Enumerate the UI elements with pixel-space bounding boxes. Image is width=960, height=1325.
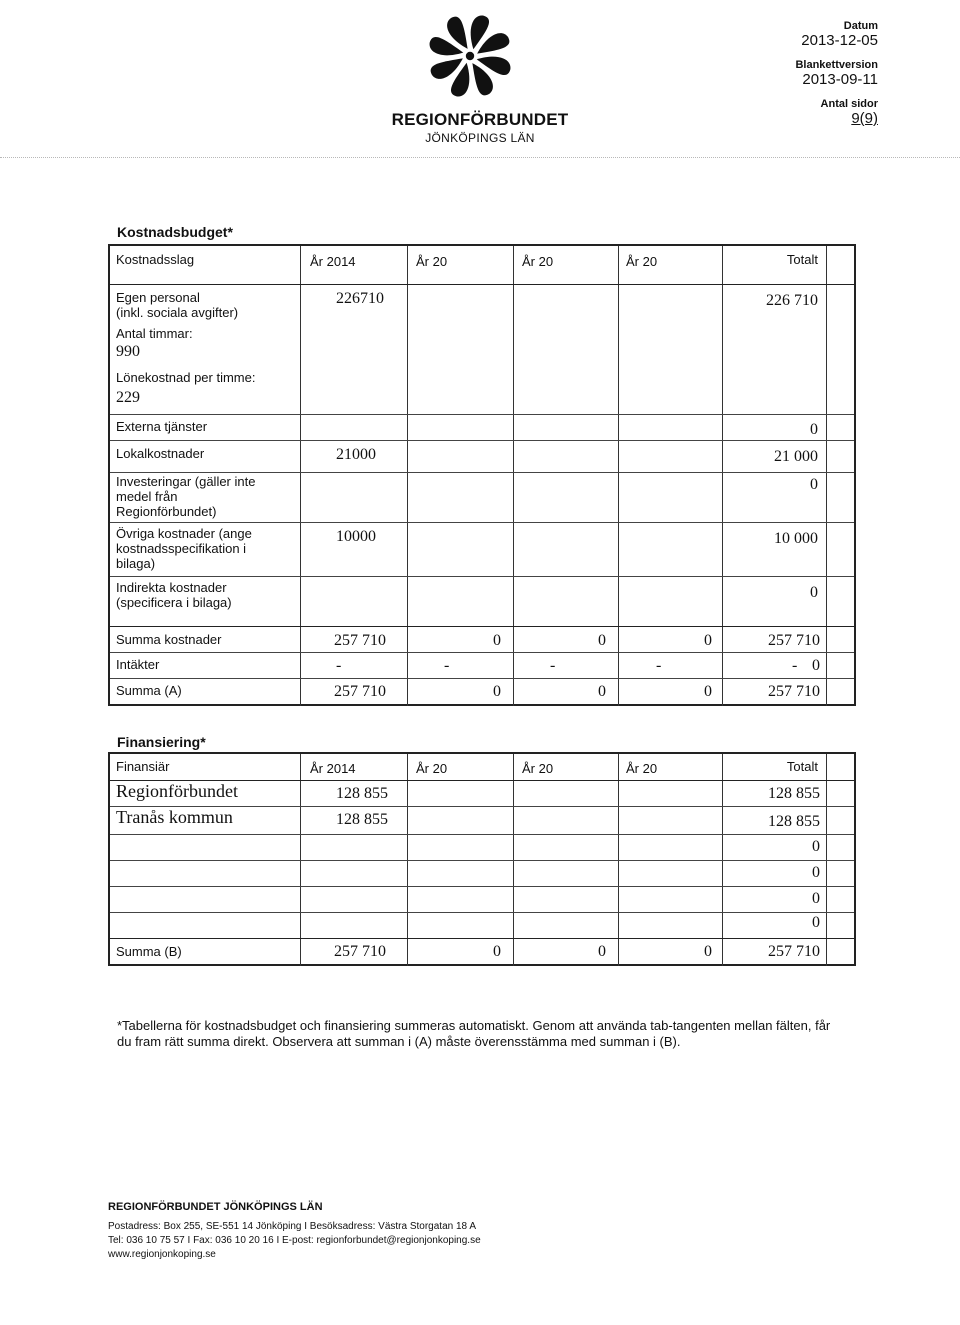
- row-divider: [110, 834, 854, 835]
- invest-total: 0: [810, 476, 818, 493]
- org-subtitle: JÖNKÖPINGS LÄN: [425, 131, 535, 145]
- summa-b-ar20c: 0: [704, 943, 712, 960]
- kostnadsbudget-table: [108, 244, 856, 706]
- kostnadsbudget-title: Kostnadsbudget*: [117, 224, 233, 240]
- label-antal-timmar: Antal timmar:: [116, 326, 193, 341]
- pages-label: Antal sidor: [820, 98, 878, 110]
- col-header-ar-2014: År 2014: [310, 254, 356, 269]
- summa-kostnader-total: 257 710: [768, 632, 820, 649]
- egen-personal-total: 226 710: [766, 292, 818, 309]
- finansiar-name[interactable]: Tranås kommun: [116, 807, 233, 827]
- organization-block: [380, 110, 580, 145]
- row-divider: [110, 652, 854, 653]
- finansiar-name[interactable]: Regionförbundet: [116, 781, 238, 801]
- finansiar-2014[interactable]: 128 855: [336, 811, 388, 828]
- summa-a-total: 257 710: [768, 683, 820, 700]
- version-label: Blankettversion: [795, 59, 878, 71]
- col-divider: [300, 246, 301, 706]
- label-summa-a: Summa (A): [116, 683, 182, 698]
- datum-value: 2013-12-05: [801, 32, 878, 49]
- finansiering-title: Finansiering*: [117, 734, 206, 750]
- org-name: REGIONFÖRBUNDET: [391, 110, 569, 129]
- summa-a-2014: 257 710: [334, 683, 386, 700]
- col-divider: [722, 246, 723, 706]
- row-divider: [110, 472, 854, 473]
- col-header-ar-20: År 20: [626, 254, 658, 269]
- footer-contact: Tel: 036 10 75 57 I Fax: 036 10 20 16 I E-post: regionforbundet@regionjonkoping.se: [108, 1235, 481, 1246]
- finansiar-total: 0: [812, 864, 820, 881]
- col-header-ar-20: År 20: [522, 761, 554, 776]
- finansiar-total: 128 855: [768, 813, 820, 830]
- ovriga-total: 10 000: [774, 530, 818, 547]
- summa-kostnader-ar20c: 0: [704, 632, 712, 649]
- row-divider: [110, 576, 854, 577]
- label-summa-kostnader: Summa kostnader: [116, 632, 222, 647]
- page-footer: [108, 1200, 481, 1262]
- col-header-ar-2014: År 2014: [310, 761, 356, 776]
- label-ovriga-kostnader: Övriga kostnader (ange kostnadsspecifikation i bilaga): [116, 526, 252, 571]
- intakter-ar20b[interactable]: -: [550, 657, 556, 674]
- row-divider: [110, 522, 854, 523]
- row-divider: [110, 678, 854, 679]
- externa-total: 0: [810, 421, 818, 438]
- footer-website: www.regionjonkoping.se: [108, 1249, 216, 1260]
- col-divider: [513, 246, 514, 706]
- summa-a-ar20b: 0: [598, 683, 606, 700]
- summa-kostnader-ar20a: 0: [493, 632, 501, 649]
- row-divider: [110, 626, 854, 627]
- label-summa-b: Summa (B): [116, 944, 182, 959]
- row-divider: [110, 860, 854, 861]
- summa-a-ar20a: 0: [493, 683, 501, 700]
- col-header-ar-20: År 20: [416, 254, 448, 269]
- col-header-ar-20: År 20: [626, 761, 658, 776]
- summa-b-total: 257 710: [768, 943, 820, 960]
- value-antal-timmar[interactable]: 990: [116, 343, 140, 360]
- row-divider: [110, 912, 854, 913]
- summa-b-2014: 257 710: [334, 943, 386, 960]
- pages-value: 9(9): [851, 110, 878, 127]
- label-lokalkostnader: Lokalkostnader: [116, 446, 205, 461]
- egen-personal-2014[interactable]: 226710: [336, 290, 384, 307]
- col-divider: [407, 246, 408, 706]
- summa-a-ar20c: 0: [704, 683, 712, 700]
- col-divider: [826, 246, 827, 706]
- summa-kostnader-2014: 257 710: [334, 632, 386, 649]
- ovriga-2014[interactable]: 10000: [336, 528, 376, 545]
- finansiar-total: 128 855: [768, 785, 820, 802]
- lokal-total: 21 000: [774, 448, 818, 465]
- indirekta-total: 0: [810, 584, 818, 601]
- col-header-ar-20: År 20: [522, 254, 554, 269]
- summa-b-ar20a: 0: [493, 943, 501, 960]
- label-indirekta-kostnader: Indirekta kostnader (specificera i bilaga): [116, 580, 232, 610]
- finansiar-total: 0: [812, 914, 820, 931]
- finansiering-table: [108, 752, 856, 966]
- footer-address: Postadress: Box 255, SE-551 14 Jönköping I Besöksadress: Västra Storgatan 18 A: [108, 1221, 476, 1232]
- row-divider: [110, 886, 854, 887]
- summa-b-ar20b: 0: [598, 943, 606, 960]
- lokal-2014[interactable]: 21000: [336, 446, 376, 463]
- finansiar-total: 0: [812, 838, 820, 855]
- label-lonekostnad: Lönekostnad per timme:: [116, 370, 256, 385]
- intakter-ar20c[interactable]: -: [656, 657, 662, 674]
- row-divider: [110, 440, 854, 441]
- row-divider: [110, 414, 854, 415]
- label-egen-personal: Egen personal (inkl. sociala avgifter): [116, 290, 239, 320]
- datum-label: Datum: [843, 20, 878, 32]
- header-divider: [0, 157, 960, 158]
- finansiar-2014[interactable]: 128 855: [336, 785, 388, 802]
- label-investeringar: Investeringar (gäller inte medel från Regionförbundet): [116, 474, 256, 519]
- col-header-finansiar: Finansiär: [116, 759, 170, 774]
- regionforbundet-logo: [428, 14, 512, 98]
- col-divider: [618, 246, 619, 706]
- row-divider: [110, 284, 854, 285]
- label-intakter: Intäkter: [116, 657, 160, 672]
- footer-title: REGIONFÖRBUNDET JÖNKÖPINGS LÄN: [108, 1201, 323, 1213]
- col-header-kostnadsslag: Kostnadsslag: [116, 252, 195, 267]
- label-externa-tjanster: Externa tjänster: [116, 419, 208, 434]
- finansiar-total: 0: [812, 890, 820, 907]
- summa-kostnader-ar20b: 0: [598, 632, 606, 649]
- intakter-total: 0: [812, 657, 820, 674]
- col-header-totalt: Totalt: [786, 252, 818, 267]
- value-lonekostnad[interactable]: 229: [116, 389, 140, 406]
- footnote: *Tabellerna för kostnadsbudget och finansiering summeras automatiskt. Genom att använda tab-tangenten mellan fälten, får du fram rätt summa direkt. Observera att summan i (A) måste överensstämma med summan i (B).: [117, 1018, 831, 1049]
- document-meta: [795, 20, 878, 127]
- col-header-ar-20: År 20: [416, 761, 448, 776]
- intakter-ar20a[interactable]: -: [444, 657, 450, 674]
- col-header-totalt: Totalt: [786, 759, 818, 774]
- intakter-dash: -: [792, 657, 798, 674]
- row-divider: [110, 938, 854, 939]
- version-value: 2013-09-11: [802, 71, 878, 88]
- intakter-2014[interactable]: -: [336, 657, 342, 674]
